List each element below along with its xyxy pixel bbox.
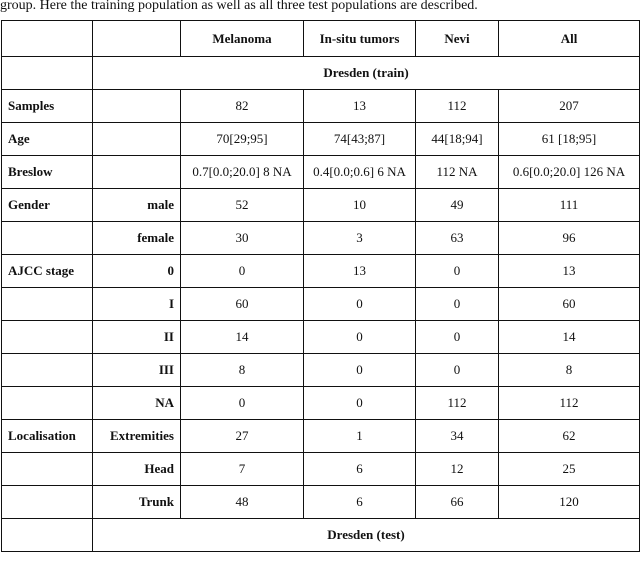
value-cell: 0.6[0.0;20.0] 126 NA [499,156,640,189]
value-cell: 0 [416,354,499,387]
value-cell: 0.4[0.0;0.6] 6 NA [304,156,416,189]
value-cell: 0 [304,354,416,387]
row-sublabel: male [93,189,181,222]
empty-cell [2,57,93,90]
row-sublabel [93,90,181,123]
value-cell: 66 [416,486,499,519]
table-row [2,255,640,288]
row-label: Breslow [2,156,93,189]
row-label: Samples [2,90,93,123]
value-cell: 61 [18;95] [499,123,640,156]
row-label: Gender [2,189,93,222]
row-sublabel: Extremities [93,420,181,453]
value-cell: 111 [499,189,640,222]
table-row [2,288,640,321]
section-row-test [2,519,640,552]
row-sublabel [93,123,181,156]
row-label [2,288,93,321]
value-cell: 48 [181,486,304,519]
row-label [2,387,93,420]
value-cell: 60 [181,288,304,321]
row-label [2,222,93,255]
value-cell: 14 [499,321,640,354]
value-cell: 6 [304,453,416,486]
value-cell: 8 [499,354,640,387]
value-cell: 13 [304,90,416,123]
value-cell: 13 [499,255,640,288]
table-row [2,189,640,222]
value-cell: 74[43;87] [304,123,416,156]
value-cell: 0 [416,288,499,321]
value-cell: 6 [304,486,416,519]
value-cell: 34 [416,420,499,453]
row-sublabel: NA [93,387,181,420]
row-sublabel: I [93,288,181,321]
value-cell: 112 [416,387,499,420]
table-row [2,420,640,453]
value-cell: 49 [416,189,499,222]
table-caption: group. Here the training population as well as all three test populations are described. [0,0,478,13]
value-cell: 112 NA [416,156,499,189]
value-cell: 63 [416,222,499,255]
table-row [2,354,640,387]
table-row [2,453,640,486]
row-label: Localisation [2,420,93,453]
section-title-test: Dresden (test) [93,519,640,552]
header-nevi: Nevi [416,21,499,57]
value-cell: 13 [304,255,416,288]
row-label: Age [2,123,93,156]
value-cell: 60 [499,288,640,321]
value-cell: 0 [304,288,416,321]
row-label [2,354,93,387]
value-cell: 82 [181,90,304,123]
value-cell: 10 [304,189,416,222]
table-row [2,321,640,354]
table-row [2,387,640,420]
empty-cell [2,519,93,552]
value-cell: 3 [304,222,416,255]
value-cell: 207 [499,90,640,123]
value-cell: 0.7[0.0;20.0] 8 NA [181,156,304,189]
row-label: AJCC stage [2,255,93,288]
value-cell: 30 [181,222,304,255]
value-cell: 0 [181,255,304,288]
value-cell: 1 [304,420,416,453]
row-label [2,453,93,486]
value-cell: 25 [499,453,640,486]
value-cell: 0 [304,321,416,354]
table-row [2,90,640,123]
row-sublabel: III [93,354,181,387]
value-cell: 7 [181,453,304,486]
population-table [1,20,640,552]
value-cell: 0 [416,321,499,354]
value-cell: 0 [304,387,416,420]
value-cell: 120 [499,486,640,519]
value-cell: 70[29;95] [181,123,304,156]
value-cell: 14 [181,321,304,354]
row-sublabel: 0 [93,255,181,288]
table-row [2,123,640,156]
value-cell: 112 [416,90,499,123]
table-row [2,222,640,255]
value-cell: 0 [416,255,499,288]
value-cell: 112 [499,387,640,420]
value-cell: 44[18;94] [416,123,499,156]
row-sublabel [93,156,181,189]
value-cell: 0 [181,387,304,420]
header-cell [2,21,93,57]
value-cell: 62 [499,420,640,453]
value-cell: 8 [181,354,304,387]
value-cell: 12 [416,453,499,486]
header-cell [93,21,181,57]
value-cell: 27 [181,420,304,453]
row-sublabel: Head [93,453,181,486]
header-melanoma: Melanoma [181,21,304,57]
row-sublabel: Trunk [93,486,181,519]
row-label [2,486,93,519]
header-row [2,21,640,57]
row-sublabel: female [93,222,181,255]
table-row [2,486,640,519]
table-row [2,156,640,189]
header-all: All [499,21,640,57]
row-label [2,321,93,354]
header-in-situ: In-situ tumors [304,21,416,57]
section-row-train [2,57,640,90]
value-cell: 96 [499,222,640,255]
row-sublabel: II [93,321,181,354]
section-title-train: Dresden (train) [93,57,640,90]
value-cell: 52 [181,189,304,222]
